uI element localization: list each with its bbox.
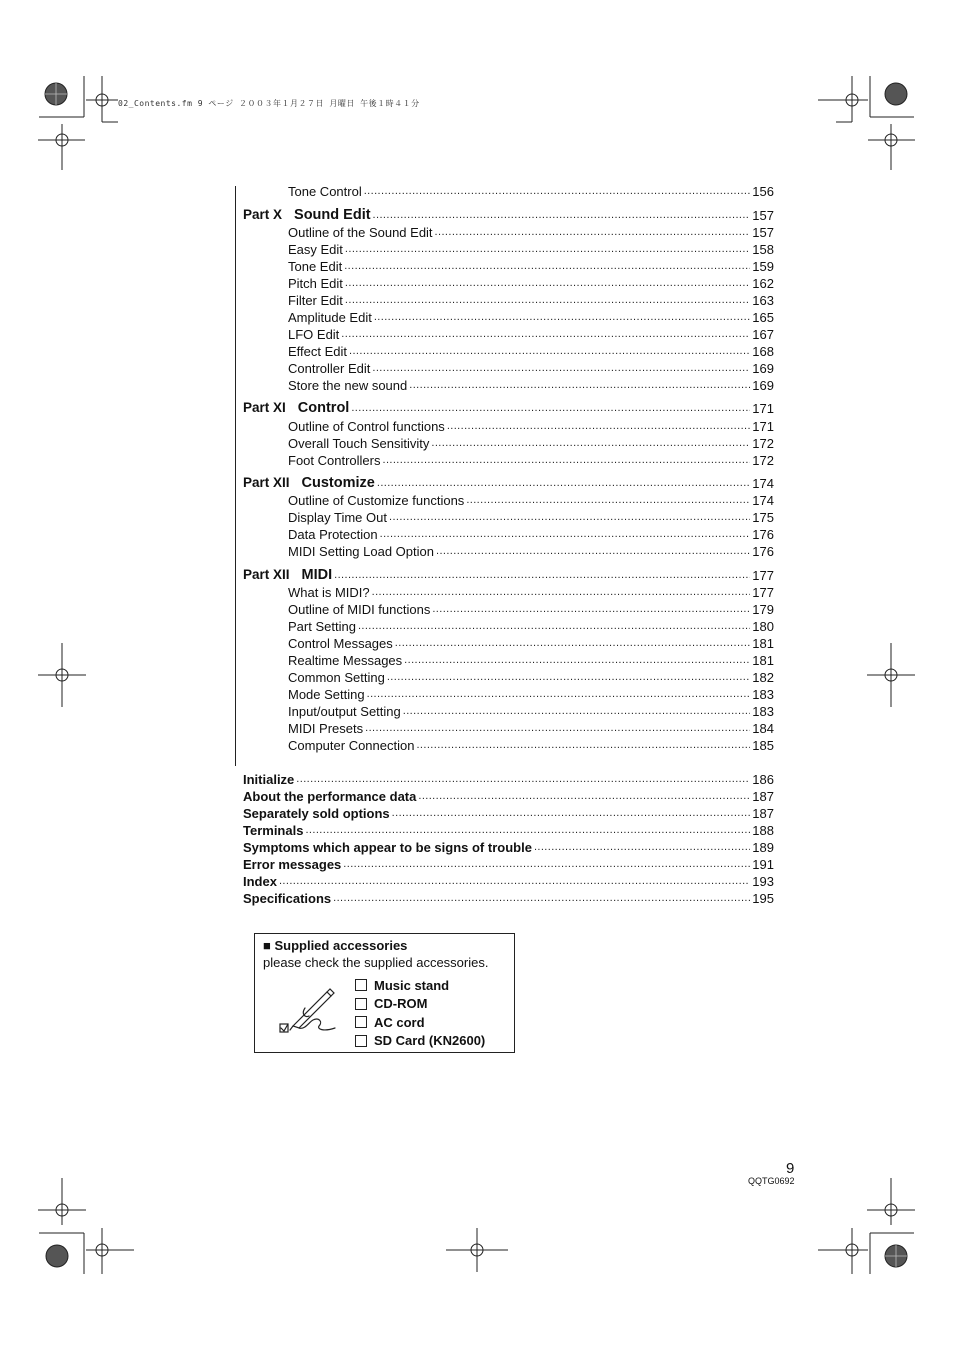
dot-leader [344, 259, 750, 274]
toc-entry-what-is-midi[interactable] [243, 583, 774, 600]
dot-leader [365, 721, 750, 736]
toc-entry-title: Control Messages [288, 636, 393, 651]
toc-entry-foot-controllers[interactable] [243, 451, 774, 468]
accessory-item-music-stand [355, 977, 449, 993]
toc-entry-input-output-setting[interactable] [243, 702, 774, 719]
toc-entry-title: Overall Touch Sensitivity [288, 436, 430, 451]
toc-entry-page: 184 [752, 721, 774, 736]
toc-entry-page: 182 [752, 670, 774, 685]
toc-entry-page: 165 [752, 310, 774, 325]
toc-entry-title: Computer Connection [288, 738, 415, 753]
toc-entry-title: Tone Edit [288, 259, 343, 274]
toc-entry-index[interactable] [243, 872, 774, 889]
toc-entry-title: Realtime Messages [288, 653, 403, 668]
toc-entry-page: 169 [752, 378, 774, 393]
toc-entry-title: Mode Setting [288, 687, 365, 702]
dot-leader [431, 436, 750, 451]
dot-leader [372, 361, 750, 376]
toc-entry-effect-edit[interactable] [243, 342, 774, 359]
dot-leader [380, 527, 751, 542]
toc-entry-pitch-edit[interactable] [243, 274, 774, 291]
toc-entry-page: 189 [752, 840, 774, 855]
toc-entry-page: 162 [752, 276, 774, 291]
toc-entry-title: Filter Edit [288, 293, 343, 308]
toc-part-control[interactable]: Part XI Control ..... 171 [243, 398, 774, 417]
toc-entry-title: About the performance data [243, 789, 417, 804]
dot-leader [374, 310, 750, 325]
dot-leader [349, 344, 750, 359]
dot-leader [358, 619, 750, 634]
accessory-label: AC cord [374, 1014, 425, 1030]
toc-entry-common-setting[interactable] [243, 668, 774, 685]
toc-entry-title: Easy Edit [288, 242, 343, 257]
toc-entry-title: Store the new sound [288, 378, 408, 393]
dot-leader [343, 857, 750, 872]
file-header-line: 02_Contents.fm 9 ページ ２００３年１月２７日 月曜日 午後１時４１分 [118, 99, 420, 108]
toc-entry-title: Initialize [243, 772, 295, 787]
accessory-item-cd-rom [355, 996, 427, 1012]
toc-entry-title: Display Time Out [288, 510, 387, 525]
toc-entry-part-setting[interactable] [243, 617, 774, 634]
toc-entry-page: 191 [752, 857, 774, 872]
toc-entry-page: 167 [752, 327, 774, 342]
toc-entry-page: 174 [752, 493, 774, 508]
toc-entry-title: Data Protection [288, 527, 378, 542]
dot-leader [333, 891, 750, 906]
dot-leader [447, 419, 750, 434]
toc-entry-mode-setting[interactable] [243, 685, 774, 702]
dot-leader [367, 687, 751, 702]
toc-entry-easy-edit[interactable] [243, 240, 774, 257]
toc-entry-page: 181 [752, 636, 774, 651]
toc-entry-page: 172 [752, 436, 774, 451]
toc-entry-page: 168 [752, 344, 774, 359]
dot-leader [416, 738, 750, 753]
checkbox[interactable] [355, 979, 367, 991]
toc-entry-computer-connection[interactable] [243, 736, 774, 753]
toc-entry-display-time-out[interactable] [243, 508, 774, 525]
dot-leader [382, 453, 750, 468]
accessory-item-sd-card-kn2600 [355, 1033, 485, 1049]
toc-entry-error-messages[interactable] [243, 855, 774, 872]
dot-leader [372, 585, 751, 600]
dot-leader [436, 544, 750, 559]
toc-entry-title: Part Setting [288, 619, 356, 634]
toc-entry-page: 159 [752, 259, 774, 274]
toc-entry-page: 158 [752, 242, 774, 257]
toc-entry-controller-edit[interactable] [243, 359, 774, 376]
toc-entry-outline-of-midi-functions[interactable] [243, 600, 774, 617]
toc-entry-store-the-new-sound[interactable] [243, 376, 774, 393]
accessories-subtitle: please check the supplied accessories. [263, 955, 489, 970]
toc-entry-midi-setting-load-option[interactable] [243, 542, 774, 559]
checkbox[interactable] [355, 1016, 367, 1028]
dot-leader [305, 823, 750, 838]
pen-checkmark-icon [275, 986, 345, 1036]
dot-leader [395, 636, 751, 651]
checkbox[interactable] [355, 1035, 367, 1047]
vertical-rule [235, 186, 236, 766]
toc-entry-title: Foot Controllers [288, 453, 381, 468]
toc-entry-lfo-edit[interactable] [243, 325, 774, 342]
toc-entry-title: Error messages [243, 857, 342, 872]
toc-entry-page: 181 [752, 653, 774, 668]
toc-entry-control-messages[interactable] [243, 634, 774, 651]
toc-entry-page: 163 [752, 293, 774, 308]
dot-leader [534, 840, 750, 855]
accessory-label: Music stand [374, 977, 450, 993]
toc-entry-title: Outline of Customize functions [288, 493, 465, 508]
accessory-item-ac-cord [355, 1014, 425, 1030]
page-number: 9 [786, 1160, 795, 1177]
toc-entry-title: Common Setting [288, 670, 385, 685]
toc-entry-page: 176 [752, 544, 774, 559]
dot-leader [404, 653, 750, 668]
toc-entry-amplitude-edit[interactable] [243, 308, 774, 325]
toc-entry-midi-presets[interactable] [243, 719, 774, 736]
dot-leader [435, 225, 751, 240]
toc-entry-page: 175 [752, 510, 774, 525]
toc-entry-outline-of-control-functions[interactable] [243, 417, 774, 434]
toc-entry-terminals[interactable] [243, 821, 774, 838]
toc-entry-page: 176 [752, 527, 774, 542]
toc-entry-filter-edit[interactable] [243, 291, 774, 308]
dot-leader [389, 510, 750, 525]
dot-leader [432, 602, 750, 617]
dot-leader [418, 789, 750, 804]
toc-entry-page: 183 [752, 687, 774, 702]
toc-part-customize[interactable]: Part XII Customize ..... 174 [243, 473, 774, 492]
toc-entry-realtime-messages[interactable] [243, 651, 774, 668]
dot-leader [345, 293, 750, 308]
toc-entry-symptoms-which-appear-to-be-signs-of-trouble[interactable] [243, 838, 774, 855]
dot-leader [279, 874, 750, 889]
dot-leader [345, 242, 750, 257]
toc-part-sound-edit[interactable]: Part X Sound Edit ..... 157 [243, 205, 774, 224]
toc-entry-initialize[interactable] [243, 770, 774, 787]
toc-entry-title: LFO Edit [288, 327, 340, 342]
dot-leader [392, 806, 751, 821]
toc-entry-page: 193 [752, 874, 774, 889]
accessory-label: CD-ROM [374, 996, 428, 1011]
dot-leader [296, 772, 750, 787]
dot-leader [403, 704, 751, 719]
toc-entry-page: 185 [752, 738, 774, 753]
toc-entry-specifications[interactable] [243, 889, 774, 906]
toc-entry-title: Effect Edit [288, 344, 348, 359]
toc-entry-page: 169 [752, 361, 774, 376]
toc-entry-page: 171 [752, 419, 774, 434]
toc-entry-page: 183 [752, 704, 774, 719]
toc-entry-title: What is MIDI? [288, 585, 370, 600]
toc-entry-title: Outline of the Sound Edit [288, 225, 433, 240]
accessory-label: SD Card (KN2600) [374, 1033, 486, 1048]
toc-entry-title: Amplitude Edit [288, 310, 372, 325]
toc-entry-data-protection[interactable] [243, 525, 774, 542]
checkbox[interactable] [355, 998, 367, 1010]
toc-entry-page: 186 [752, 772, 774, 787]
toc-entry-page: 180 [752, 619, 774, 634]
dot-leader [345, 276, 750, 291]
dot-leader [341, 327, 750, 342]
toc-entry-about-the-performance-data[interactable] [243, 787, 774, 804]
toc-part-midi[interactable]: Part XII MIDI ..... 177 [243, 565, 774, 584]
supplied-accessories-box [254, 933, 515, 1053]
document-code: QQTG0692 [748, 1176, 795, 1186]
toc-entry-title: Terminals [243, 823, 304, 838]
dot-leader [466, 493, 750, 508]
toc-entry-title: Separately sold options [243, 806, 390, 821]
toc-entry-page: 195 [752, 891, 774, 906]
dot-leader [409, 378, 750, 393]
toc-entry-page: 187 [752, 789, 774, 804]
toc-entry-page: 179 [752, 602, 774, 617]
toc-entry-title: Outline of Control functions [288, 419, 445, 434]
toc-entry-tone-control[interactable]: Tone Control ..... 156 [243, 182, 774, 199]
toc-entry-page: 172 [752, 453, 774, 468]
toc-entry-title: Index [243, 874, 277, 889]
toc-entry-outline-of-customize-functions[interactable] [243, 491, 774, 508]
accessories-title: ■ Supplied accessories [263, 938, 408, 953]
toc-entry-title: Controller Edit [288, 361, 371, 376]
toc-entry-outline-of-the-sound-edit[interactable] [243, 223, 774, 240]
dot-leader [387, 670, 750, 685]
toc-entry-page: 177 [752, 585, 774, 600]
toc-entry-page: 187 [752, 806, 774, 821]
toc-entry-tone-edit[interactable] [243, 257, 774, 274]
toc-entry-page: 188 [752, 823, 774, 838]
toc-entry-title: Pitch Edit [288, 276, 343, 291]
toc-entry-page: 157 [752, 225, 774, 240]
toc-entry-title: MIDI Presets [288, 721, 364, 736]
toc-entry-title: Symptoms which appear to be signs of trouble [243, 840, 532, 855]
toc-entry-title: Outline of MIDI functions [288, 602, 431, 617]
toc-entry-separately-sold-options[interactable] [243, 804, 774, 821]
toc-entry-overall-touch-sensitivity[interactable] [243, 434, 774, 451]
toc-entry-title: Specifications [243, 891, 332, 906]
toc-entry-title: MIDI Setting Load Option [288, 544, 434, 559]
toc-entry-title: Input/output Setting [288, 704, 401, 719]
